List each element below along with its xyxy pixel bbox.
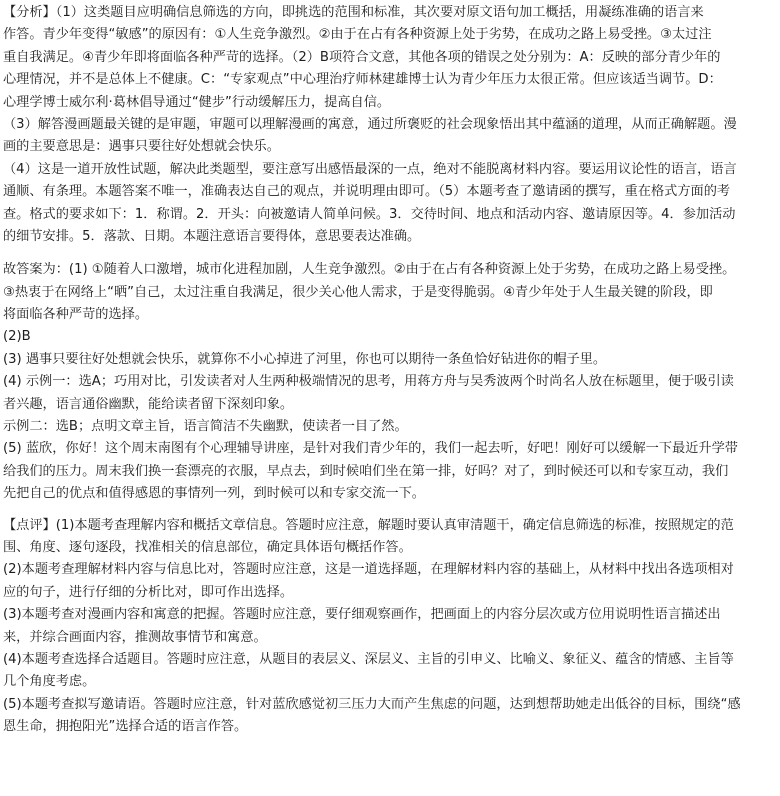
analysis-section [3,2,778,248]
analysis-line: 通顺、有条理。本题答案不唯一，准确表达自己的观点，并说明理由即可。（5）本题考查了邀请函的撰写，重在格式方面的考 [3,184,731,200]
section-spacer [3,248,778,259]
answer-line: 故答案为：(1) ①随着人口激增，城市化进程加剧，人生竞争激烈。②由于在占有各种资源上处于劣势，在成功之路上易受挫。 [3,262,736,278]
answer-line: (3) 遇事只要往好处想就会快乐，就算你不小心掉进了河里，你也可以期待一条鱼恰好钻进你的帽子里。 [3,351,607,367]
answer-line: 示例二：选B；点明文章主旨，语言简洁不失幽默，使读者一目了然。 [3,419,408,435]
section-spacer [3,506,778,515]
comment-line: (2)本题考查理解材料内容与信息比对，答题时应注意，这是一道选择题，在理解材料内容的基础上，从材料中找出各选项相对 [3,562,734,578]
analysis-line: 重自我满足。④青少年即将面临各种严苛的选择。（2）B项符合文意，其他各项的错误之处分别为：A：反映的部分青少年的 [3,49,721,65]
answer-line: 给我们的压力。周末我们换一套漂亮的衣服，早点去，到时候咱们坐在第一排，好吗？对了，到时候还可以和专家互动，我们 [3,463,729,479]
analysis-line: 心理情况，并不是总体上不健康。C：“专家观点”中心理治疗师林建雄博士认为青少年压力太很正常。但应该适当调节。D： [3,72,722,88]
answer-line: (5) 蓝欣，你好！这个周末南图有个心理辅导讲座，是针对我们青少年的，我们一起去听，好吧！刚好可以缓解一下最近升学带 [3,441,738,457]
analysis-line: （3）解答漫画题最关键的是审题，审题可以理解漫画的寓意，通过所褒贬的社会现象悟出其中蕴涵的道理，从而正确解题。漫 [3,116,737,132]
analysis-line: 心理学博士威尔利·葛林倡导通过“健步”行动缓解压力，提高自信。 [3,94,391,110]
comment-line: 【点评】(1)本题考查理解内容和概括文章信息。答题时应注意，解题时要认真审清题干，确定信息筛选的标准，按照规定的范 [3,517,734,533]
comment-line: (4)本题考查选择合适题目。答题时应注意，从题目的表层义、深层义、主旨的引申义、比喻义、象征义、蕴含的情感、主旨等 [3,651,734,667]
comment-line: (3)本题考查对漫画内容和寓意的把握。答题时应注意，要仔细观察画作，把画面上的内容分层次或方位用说明性语言描述出 [3,607,721,623]
comment-line: (5)本题考查拟写邀请语。答题时应注意，针对蓝欣感觉初三压力大而产生焦虑的问题，达到想帮助她走出低谷的目标，围绕“感 [3,696,741,712]
comment-line: 来，并综合画面内容，推测故事情节和寓意。 [3,629,267,645]
comment-line: 几个角度考虑。 [3,674,96,690]
answer-section [3,259,778,505]
analysis-line: 【分析】（1）这类题目应明确信息筛选的方向，即挑选的范围和标准，其次要对原文语句加工概括，用凝练准确的语言来 [3,5,704,20]
answer-line: 将面临各种严苛的选择。 [3,307,149,323]
analysis-line: 查。格式的要求如下：1．称谓。2．开头：向被邀请人简单问候。3．交待时间、地点和活动内容、邀请原因等。4．参加活动 [3,206,736,222]
comment-line: 围、角度、逐句逐段，找准相关的信息部位，确定具体语句概括作答。 [3,539,412,555]
analysis-line: （4）这是一道开放性试题，解决此类题型，要注意写出感悟最深的一点，绝对不能脱离材料内容。要运用议论性的语言，语言 [3,161,737,177]
answer-line: ③热衷于在网络上“晒”自己，太过注重自我满足，很少关心他人需求，于是变得脆弱。④青少年处于人生最关键的阶段，即 [3,284,713,300]
answer-line: 者兴趣，语言通俗幽默，能给读者留下深刻印象。 [3,396,294,412]
analysis-line: 作答。青少年变得“敏感”的原因有：①人生竞争激烈。②由于在占有各种资源上处于劣势，在成功之路上易受挫。③太过注 [3,27,712,43]
answer-line: (4) 示例一：选A；巧用对比，引发读者对人生两种极端情况的思考，用蒋方舟与吴秀波两个时尚名人放在标题里，便于吸引读 [3,374,734,390]
answer-line: (2)B [3,329,31,345]
answer-line: 先把自己的优点和值得感恩的事情列一列，到时候可以和专家交流一下。 [3,486,425,502]
analysis-line: 画的主要意思是：遇事只要往好处想就会快乐。 [3,139,280,155]
comment-section [3,515,778,739]
comment-line: 恩生命，拥抱阳光”选择合适的语言作答。 [3,719,248,735]
analysis-line: 的细节安排。5．落款、日期。本题注意语言要得体，意思要表达准确。 [3,228,421,244]
comment-line: 应的句子，进行仔细的分析比对，即可作出选择。 [3,584,294,600]
